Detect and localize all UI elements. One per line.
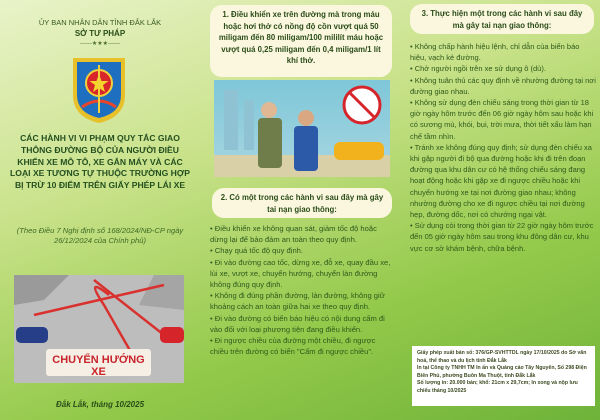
- list-item: • Điều khiển xe không quan sát, giảm tốc độ hoặc dừng lại để bảo đảm an toàn theo quy định.: [210, 224, 377, 245]
- publication-imprint: [412, 346, 595, 406]
- list-item: • Đi vào đường có biển báo hiệu có nội dung cấm đi vào đối với loại phương tiện đang điều khiển.: [210, 313, 385, 334]
- list-item: • Sử dụng còi trong thời gian từ 22 giờ ngày hôm trước đến 05 giờ ngày hôm sau trong khu đông dân cư, khu vực cơ sở khám bệnh, chữa bệnh.: [410, 221, 594, 253]
- agency-name: ỦY BAN NHÂN DÂN TỈNH ĐẮK LẮK: [38, 18, 162, 27]
- blue-car: [16, 327, 48, 343]
- brochure-title: CÁC HÀNH VI VI PHẠM QUY TẮC GIAO THÔNG ĐƯỜNG BỘ CỦA NGƯỜI ĐIỀU KHIỂN XE MÔ TÔ, XE GẮN MÁY VÀ CÁC LOẠI XE TƯƠNG TỰ THUỘC TRƯỜNG HỢP BỊ TRỪ 10 ĐIỂM TRÊN GIẤY PHÉP LÁI XE: [10, 133, 190, 191]
- place-date: Đắk Lắk, tháng 10/2025: [55, 400, 145, 409]
- list-item: • Đi ngược chiều của đường một chiều, đi ngược chiều trên đường có biển "Cấm đi ngược chiều".: [210, 336, 376, 357]
- cover-column: [0, 0, 200, 420]
- list-item: • Chạy quá tốc độ quy định.: [210, 246, 304, 256]
- imprint-line: Giấy phép xuất bản số: 376/GP-SVHTTDL ngày 17/10/2025 do Sở văn hoá, thể thao và du lịch tỉnh Đắk Lắk: [417, 350, 587, 364]
- justice-emblem-icon: [70, 55, 128, 125]
- violation-1-box: 1. Điều khiển xe trên đường mà trong máu hoặc hơi thở có nồng độ cồn vượt quá 50 miligam đến 80 miligam/100 mililít máu hoặc vượt quá 0,25 miligam đến 0,4 miligam/1 lít khí thở.: [210, 5, 392, 77]
- list-item: • Chở người ngồi trên xe sử dụng ô (dù).: [410, 64, 546, 74]
- violation-3-list: [410, 41, 596, 254]
- violation-2-list: [210, 223, 395, 357]
- intersection-illustration: [14, 275, 184, 383]
- imprint-line: Số lượng in: 20.000 bản; khổ: 21cm x 29,7cm; In xong và nộp lưu chiểu tháng 10/2025: [417, 380, 578, 394]
- list-item: • Không sử dụng đèn chiếu sáng trong thời gian từ 18 giờ ngày hôm trước đến 06 giờ ngày hôm sau hoặc khi có sương mù, khói, bụi, trời mưa, thời tiết xấu làm hạn chế tầm nhìn.: [410, 98, 594, 141]
- legal-citation: (Theo Điều 7 Nghị định số 168/2024/NĐ-CP ngày 26/12/2024 của Chính phủ): [16, 226, 184, 245]
- department-name: SỞ TƯ PHÁP: [74, 29, 126, 38]
- image-caption: CHUYỂN HƯỚNG XE: [52, 354, 145, 378]
- divider-stars: ------★★★------: [79, 41, 121, 47]
- red-car: [160, 327, 184, 343]
- violation-2-box: 2. Có một trong các hành vi sau đây mà gây tai nạn giao thông:: [212, 188, 392, 218]
- drunk-driving-illustration: [214, 80, 390, 177]
- list-item: • Tránh xe không đúng quy định; sử dụng đèn chiếu xa khi gặp người đi bộ qua đường hoặc khi đi trên đoạn đường qua khu dân cư có hệ thống chiếu sáng đang hoạt động hoặc khi gặp xe đi ngược chiều hoặc khi chuyển hướng xe tại nơi đường giao nhau; không nhường đường cho xe đi ngược chiều tại nơi đường hẹp, đường dốc, nơi có chướng ngại vật.: [410, 142, 592, 220]
- list-item: • Đi vào đường cao tốc, dừng xe, đỗ xe, quay đầu xe, lùi xe, vượt xe, chuyển hướng, chuyển làn đường không đúng quy định.: [210, 257, 391, 290]
- list-item: • Không chấp hành hiệu lệnh, chỉ dẫn của biển báo hiệu, vạch kẻ đường.: [410, 42, 580, 63]
- violation-3-box: 3. Thực hiện một trong các hành vi sau đây mà gây tai nạn giao thông:: [410, 4, 594, 34]
- police-breath-test-drawing: [214, 80, 390, 177]
- imprint-line: In tại Công ty TNHH TM In ấn và Quảng cáo Tây Nguyên, Số 298 Điện Biên Phủ, phường Buôn Ma Thuột, tỉnh Đắk Lắk: [417, 365, 587, 379]
- list-item: • Không đi đúng phần đường, làn đường, không giữ khoảng cách an toàn giữa hai xe theo quy định.: [210, 291, 385, 312]
- list-item: • Không tuân thủ các quy định về nhường đường tại nơi đường giao nhau.: [410, 75, 596, 96]
